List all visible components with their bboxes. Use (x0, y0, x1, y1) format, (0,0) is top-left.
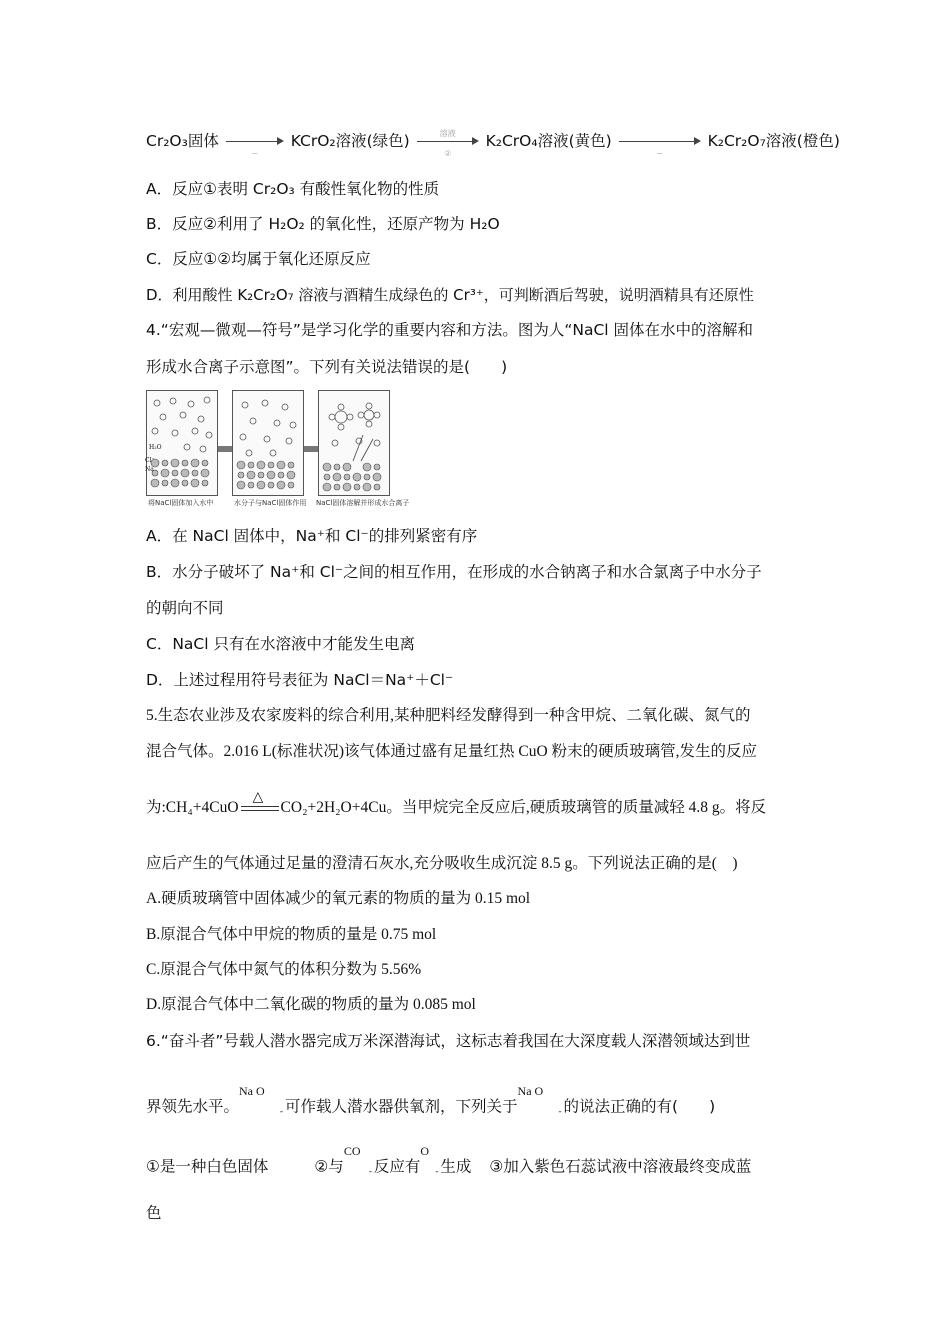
figure-panel-1 (146, 390, 218, 496)
nacl-dissolution-figure (145, 390, 410, 510)
scheme-species-2: KCrO₂溶液(绿色) (290, 132, 410, 150)
q3-option-d: D．利用酸性 K₂Cr₂O₇ 溶液与酒精生成绿色的 Cr³⁺，可判断酒后驾驶，说明酒精具有还原性 (146, 286, 754, 304)
q5-stem-line1: 5.生态农业涉及农家废料的综合利用,某种肥料经发酵得到一种含甲烷、二氧化碳、氮气的 (146, 707, 751, 724)
figure-arrow-2 (304, 446, 318, 452)
arrow-2-bottom-label: ② (444, 148, 452, 158)
q5-stem-line2: 混合气体。2.016 L(标准状况)该气体通过盛有足量红热 CuO 粉末的硬质玻璃管,发生的反应 (146, 743, 757, 760)
q5-option-b: B.原混合气体中甲烷的物质的量是 0.75 mol (146, 926, 437, 943)
q6-option-3: ③加入紫色石蕊试液中溶液最终变成蓝 (489, 1157, 752, 1176)
q6-stem-line2 (146, 1084, 716, 1122)
figure-label-cl: Cl⁻ (145, 457, 155, 464)
formula-3-sub: - (368, 1166, 372, 1176)
reaction-arrow-3 (619, 131, 701, 158)
arrow-1-label: ~ (251, 148, 259, 158)
formula-3-text: CO (343, 1144, 361, 1158)
na2o2-formula-1 (239, 1084, 285, 1122)
q5-option-a: A.硬质玻璃管中固体减少的氧元素的物质的量为 0.15 mol (146, 890, 531, 907)
q4-option-c: C．NaCl 只有在水溶液中才能发生电离 (146, 635, 415, 653)
figure-arrow-1 (218, 446, 232, 452)
q4-option-b-line2: 的朝向不同 (146, 599, 224, 617)
q6-options-line (146, 1144, 752, 1182)
q5-equation-left: 为:CH₄+4CuO (146, 799, 239, 816)
reaction-arrow-2 (417, 128, 479, 158)
scheme-species-3: K₂CrO₄溶液(黄色) (485, 132, 612, 150)
q6-stem-part-c: 的说法正确的有( ) (563, 1097, 716, 1116)
q3-option-c: C．反应①②均属于氧化还原反应 (146, 250, 371, 268)
co2-formula (343, 1144, 374, 1182)
q6-option-2-part-b: 反应有 (373, 1157, 421, 1176)
formula-2-sub: - (558, 1106, 562, 1116)
formula-4-text: O (420, 1144, 429, 1158)
scheme-species-4: K₂Cr₂O₇溶液(橙色) (707, 132, 840, 150)
q6-option-3-continuation: 色 (146, 1204, 162, 1222)
q6-stem-line1: 6.“奋斗者”号载人潜水器完成万米深潜海试，这标志着我国在大深度载人深潜领域达到世 (146, 1032, 751, 1050)
heat-condition-symbol (239, 790, 281, 819)
q6-option-2-part-a: ②与 (314, 1157, 344, 1176)
q6-option-1: ①是一种白色固体 (146, 1157, 269, 1176)
q3-option-b: B．反应②利用了 H₂O₂ 的氧化性，还原产物为 H₂O (146, 215, 500, 233)
figure-caption-2: 水分子与NaCl固体作用 (234, 499, 307, 507)
formula-2-text: Na O (517, 1084, 544, 1098)
q4-stem-line2: 形成水合离子示意图”。下列有关说法错误的是( ) (146, 358, 508, 376)
reaction-arrow-1 (226, 131, 284, 158)
na2o2-formula-2 (517, 1084, 564, 1122)
figure-panel-3 (318, 390, 390, 496)
figure-label-na: Na (145, 466, 154, 473)
o2-formula (420, 1144, 440, 1182)
arrow-3-label: ~ (656, 148, 663, 158)
scheme-species-1: Cr₂O₃固体 (146, 132, 219, 150)
q6-stem-part-b: 可作载人潜水器供氧剂，下列关于 (285, 1097, 518, 1116)
q4-stem-line1: 4.“宏观—微观—符号”是学习化学的重要内容和方法。图为人“NaCl 固体在水中的溶解和 (146, 321, 754, 339)
q5-option-c: C.原混合气体中氮气的体积分数为 5.56% (146, 961, 422, 978)
q4-option-b-line1: B．水分子破坏了 Na⁺和 Cl⁻之间的相互作用，在形成的水合钠离子和水合氯离子中水分子 (146, 563, 762, 581)
q5-stem-line3 (146, 790, 767, 819)
figure-label-h2o: H₂O (149, 444, 162, 451)
q6-option-2-part-c: 生成 (440, 1157, 472, 1176)
figure-caption-3: NaCl固体溶解并形成水合离子 (316, 499, 410, 507)
q5-stem-line4: 应后产生的气体通过足量的澄清石灰水,充分吸收生成沉淀 8.5 g。下列说法正确的是( ) (146, 855, 738, 872)
q5-option-d: D.原混合气体中二氧化碳的物质的量为 0.085 mol (146, 996, 476, 1013)
q4-option-a: A．在 NaCl 固体中，Na⁺和 Cl⁻的排列紧密有序 (146, 527, 478, 545)
formula-4-sub: - (435, 1166, 439, 1176)
formula-1-sub: - (280, 1106, 284, 1116)
q3-option-a: A．反应①表明 Cr₂O₃ 有酸性氧化物的性质 (146, 180, 440, 198)
q4-option-d: D．上述过程用符号表征为 NaCl＝Na⁺＋Cl⁻ (146, 671, 454, 689)
formula-1-text: Na O (239, 1084, 265, 1098)
reaction-scheme (146, 128, 840, 158)
figure-panel-2 (232, 390, 304, 496)
q5-equation-right: CO₂+2H₂O+4Cu。当甲烷完全反应后,硬质玻璃管的质量减轻 4.8 g。将反 (280, 799, 767, 816)
figure-caption-1: 将NaCl固体加入水中 (148, 499, 214, 507)
heat-triangle-icon: △ (252, 790, 264, 806)
q6-stem-part-a: 界领先水平。 (146, 1097, 240, 1116)
arrow-2-top-label: 溶液 (439, 128, 456, 138)
